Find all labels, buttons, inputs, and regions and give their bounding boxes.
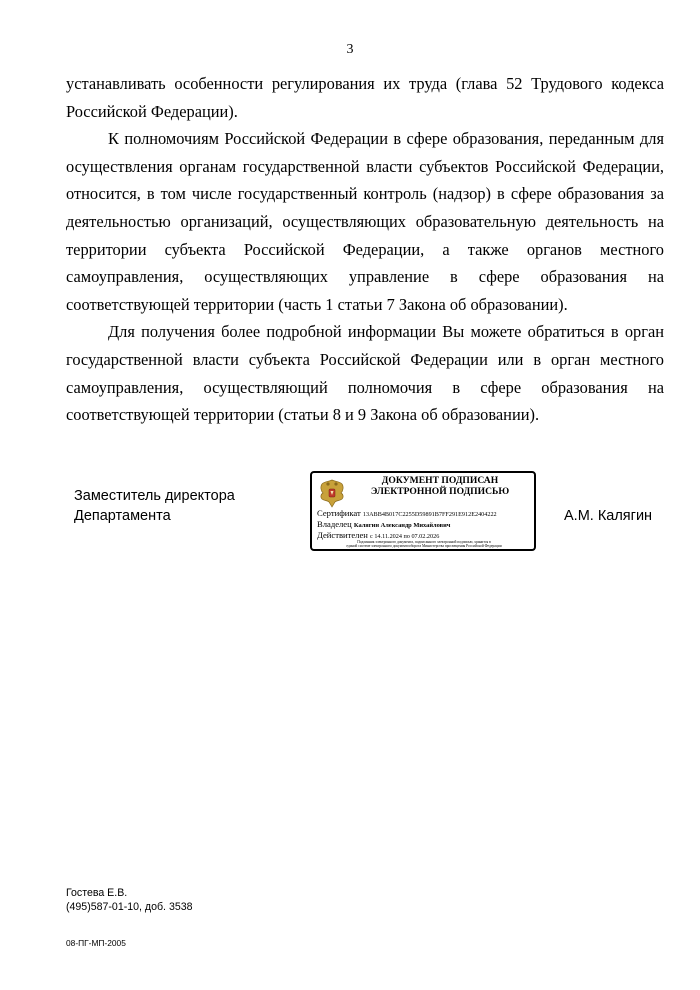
page-number: 3 <box>346 42 354 57</box>
coat-of-arms-icon <box>317 477 347 509</box>
stamp-note <box>318 540 530 548</box>
executor-name: Гостева Е.В. <box>66 887 128 899</box>
stamp-header-line-2: ЭЛЕКТРОННОЙ ПОДПИСЬЮ <box>370 485 510 497</box>
executor-info <box>66 886 193 914</box>
validity-value: с 14.11.2024 по 07.02.2026 <box>370 533 440 540</box>
stamp-note-line-1: Подлинник электронного документа, подписанного электронной подписью, хранится в <box>357 540 491 544</box>
paragraph-3: Для получения более подробной информации Вы можете обратиться в орган государственной власти субъекта Российской Федерации или в орган местного самоуправления, осуществляющий полномочия в сфере образования на соответствующей территории (статьи 8 и 9 Закона об образовании). <box>66 322 664 425</box>
signer-title-line-2: Департамента <box>74 508 171 524</box>
stamp-header <box>350 476 530 497</box>
certificate-value: 13ABB4B017C2255D59891B7FF291E912E2404222 <box>362 511 497 518</box>
executor-phone: (495)587-01-10, доб. 3538 <box>66 901 193 913</box>
stamp-header-line-1: ДОКУМЕНТ ПОДПИСАН <box>381 475 499 486</box>
document-body <box>66 70 664 429</box>
document-code: 08-ПГ-МП-2005 <box>66 938 126 948</box>
paragraph-1: устанавливать особенности регулирования их труда (глава 52 Трудового кодекса Российской Федерации). <box>66 74 664 121</box>
electronic-signature-stamp <box>310 471 536 551</box>
signer-title <box>74 486 235 526</box>
owner-value: Калягин Александр Михайлович <box>353 522 451 529</box>
signer-title-line-1: Заместитель директора <box>74 488 235 504</box>
owner-label: Владелец <box>317 519 352 529</box>
stamp-note-line-2: единой системе электронного документооборота Министерства просвещения Российской Федерации <box>346 544 502 549</box>
paragraph-2: К полномочиям Российской Федерации в сфере образования, переданным для осуществления органам государственной власти субъектов Российской Федерации, относится, в том числе государственный контроль (надзор) в сфере образования за деятельностью организаций, осуществляющих образовательную деятельность на территории субъекта Российской Федерации, а также органов местного самоуправления, осуществляющих управление в сфере образования на соответствующей территории (часть 1 статьи 7 Закона об образовании). <box>66 129 664 314</box>
validity-label: Действителен <box>317 530 368 540</box>
certificate-label: Сертификат <box>317 508 361 518</box>
signer-name: А.М. Калягин <box>564 508 653 524</box>
